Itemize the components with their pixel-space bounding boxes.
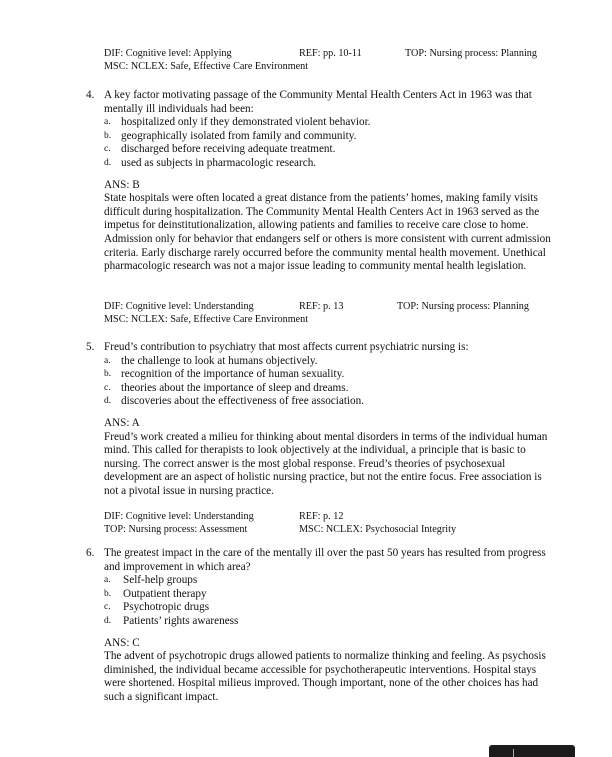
answer-key: ANS: C: [104, 636, 140, 649]
question-stem: Freud’s contribution to psychiatry that most affects current psychiatric nursing is:: [104, 341, 469, 353]
choice-text: discharged before receiving adequate treatment.: [121, 143, 336, 156]
choice-text: the challenge to look at humans objectively.: [121, 354, 318, 367]
question-6: [86, 547, 556, 705]
choice-b: [104, 130, 556, 144]
msc-label: MSC: NCLEX: Psychosocial Integrity: [299, 524, 457, 535]
choice-a: [104, 116, 556, 130]
choice-letter: d.: [104, 157, 112, 168]
choice-text: recognition of the importance of human sexuality.: [121, 368, 345, 381]
question-number: 5.: [86, 341, 95, 353]
ref-label: REF: p. 12: [299, 511, 344, 522]
choice-c: [104, 601, 556, 615]
question-number: 6.: [86, 547, 95, 559]
choice-text: hospitalized only if they demonstrated violent behavior.: [121, 116, 371, 129]
dif-label: DIF: Cognitive level: Understanding: [104, 511, 254, 522]
choice-letter: a.: [104, 575, 111, 586]
answer-key: ANS: B: [104, 178, 140, 191]
toolbar-divider: [513, 749, 514, 757]
choice-letter: d.: [104, 615, 112, 626]
choice-letter: c.: [104, 382, 111, 393]
top-label: TOP: Nursing process: Planning: [405, 48, 537, 59]
choice-list: [104, 116, 556, 170]
question-5-meta: [104, 510, 574, 536]
question-stem: The greatest impact in the care of the mentally ill over the past 50 years has resulted from progress and improvement in which area?: [104, 547, 546, 573]
choice-letter: a.: [104, 117, 111, 128]
choice-list: [104, 574, 556, 628]
top-label: TOP: Nursing process: Planning: [397, 301, 529, 312]
choice-list: [104, 355, 556, 409]
dif-label: DIF: Cognitive level: Applying: [104, 48, 232, 59]
question-4: [86, 89, 556, 274]
prev-question-meta: [104, 47, 574, 73]
choice-text: Patients’ rights awareness: [123, 614, 239, 627]
choice-b: [104, 368, 556, 382]
choice-text: Psychotropic drugs: [123, 601, 210, 614]
choice-letter: d.: [104, 396, 112, 407]
choice-d: [104, 395, 556, 409]
choice-a: [104, 574, 556, 588]
choice-letter: b.: [104, 130, 112, 141]
choice-text: discoveries about the effectiveness of free association.: [121, 395, 365, 408]
choice-text: Self-help groups: [123, 574, 198, 587]
question-number: 4.: [86, 89, 95, 101]
choice-c: [104, 382, 556, 396]
ref-label: REF: p. 13: [299, 301, 344, 312]
choice-text: Outpatient therapy: [123, 587, 207, 600]
choice-letter: c.: [104, 144, 111, 155]
choice-text: theories about the importance of sleep and dreams.: [121, 381, 349, 394]
rationale: The advent of psychotropic drugs allowed patients to normalize thinking and feeling. As psychosis diminished, the individual became accessible for psychotherapeutic interventions. Hospital stays were shortened. Hospital milieus improved. Though important, none of the other choices has had such a significant impact.: [104, 650, 546, 703]
top-label: TOP: Nursing process: Assessment: [104, 524, 248, 535]
choice-letter: b.: [104, 588, 112, 599]
msc-label: MSC: NCLEX: Safe, Effective Care Environment: [104, 61, 309, 72]
choice-letter: b.: [104, 369, 112, 380]
rationale: State hospitals were often located a great distance from the patients’ homes, making family visits difficult during hospitalization. The Community Mental Health Centers Act in 1963 served as the impetus for deinstitutionalization, allowing patients and families to receive care close to home. Admission only for behavior that endangers self or others is more consistent with current admission criteria. Early discharge rarely occurred before the community mental health movement. Unethical pharmacologic research was not a major issue leading to community mental health legislation.: [104, 192, 551, 273]
dif-label: DIF: Cognitive level: Understanding: [104, 301, 254, 312]
question-4-meta: [104, 300, 574, 326]
question-stem: A key factor motivating passage of the Community Mental Health Centers Act in 1963 was that mentally ill individuals had been:: [104, 89, 532, 115]
choice-a: [104, 355, 556, 369]
rationale: Freud’s work created a milieu for thinking about mental disorders in terms of the individual human mind. This called for therapists to look objectively at the individual, a principle that is basic to nursing. The correct answer is the most global response. Freud’s theories of psychosexual development are an aspect of holistic nursing practice, but not the entire focus. Free association is not a pivotal issue in nursing practice.: [104, 430, 548, 497]
choice-text: used as subjects in pharmacologic research.: [121, 156, 317, 169]
choice-d: [104, 157, 556, 171]
choice-letter: a.: [104, 355, 111, 366]
ref-label: REF: pp. 10-11: [299, 48, 362, 59]
choice-letter: c.: [104, 602, 111, 613]
floating-toolbar-tab[interactable]: [489, 745, 575, 757]
choice-b: [104, 588, 556, 602]
question-5: [86, 341, 556, 499]
answer-key: ANS: A: [104, 416, 140, 429]
msc-label: MSC: NCLEX: Safe, Effective Care Environment: [104, 314, 309, 325]
choice-c: [104, 143, 556, 157]
choice-text: geographically isolated from family and community.: [121, 129, 357, 142]
choice-d: [104, 615, 556, 629]
